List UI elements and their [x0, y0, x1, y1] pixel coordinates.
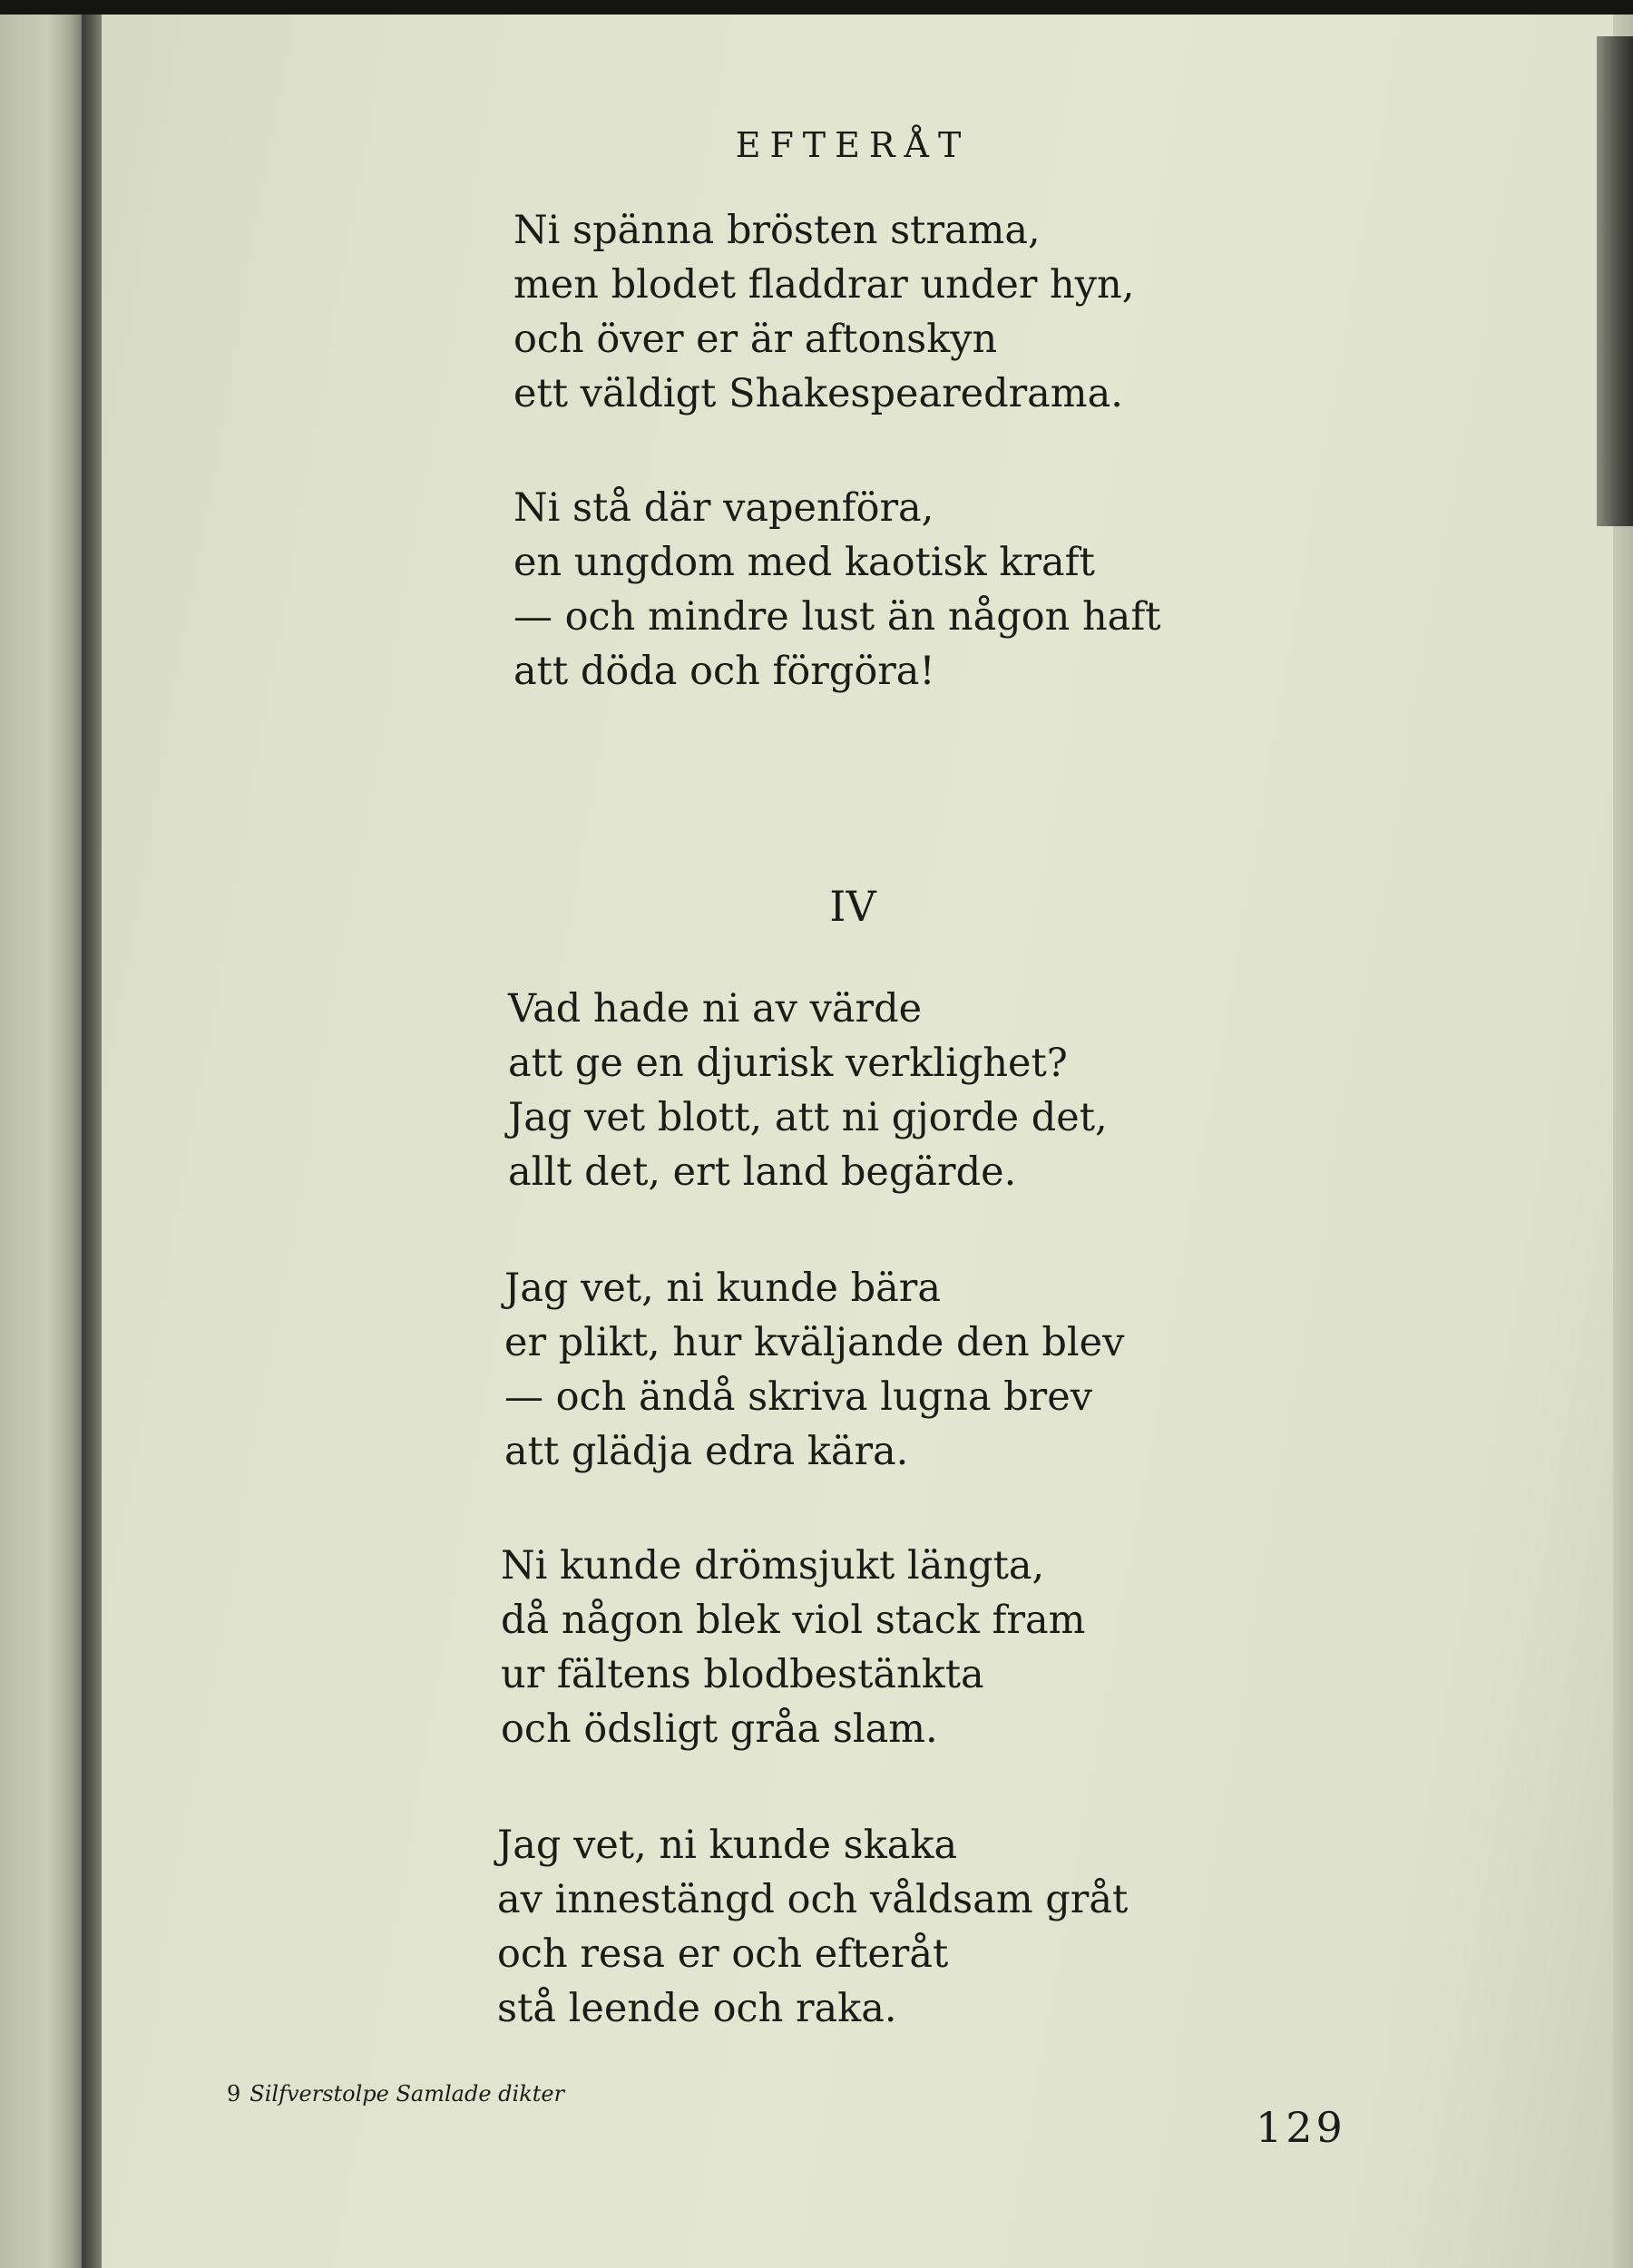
- right-edge-shadow: [1597, 36, 1633, 526]
- stanza-3: [508, 982, 1108, 1199]
- poem-line: och över er är aftonskyn: [513, 317, 998, 362]
- poem-line: att döda och förgöra!: [513, 649, 935, 694]
- stanza-4: [504, 1261, 1124, 1479]
- page-number: 129: [1256, 2103, 1346, 2152]
- poem-line: och ödsligt gråa slam.: [501, 1706, 938, 1752]
- poem-line: stå leende och raka.: [497, 1986, 897, 2031]
- stanza-6: [497, 1818, 1128, 2036]
- stanza-1: [513, 203, 1134, 421]
- poem-line: en ungdom med kaotisk kraft: [513, 540, 1095, 585]
- poem-line: ett väldigt Shakespearedrama.: [513, 371, 1123, 416]
- poem-line: ur fältens blodbestänkta: [501, 1652, 984, 1697]
- poem-line: Ni stå där vapenföra,: [513, 485, 934, 531]
- poem-line: — och mindre lust än någon haft: [513, 594, 1161, 640]
- section-numeral: IV: [829, 882, 876, 931]
- stanza-5: [501, 1539, 1085, 1756]
- poem-line: Ni spänna brösten strama,: [513, 208, 1041, 253]
- signature-number: 9: [227, 2081, 241, 2107]
- poem-line: Jag vet, ni kunde bära: [504, 1266, 941, 1311]
- printer-signature: [227, 2081, 564, 2107]
- poem-line: av innestängd och våldsam gråt: [497, 1877, 1129, 1922]
- poem-line: Jag vet, ni kunde skaka: [497, 1823, 958, 1868]
- poem-line: att ge en djurisk verklighet?: [508, 1041, 1068, 1086]
- top-edge: [0, 0, 1633, 15]
- facing-page-edge: [0, 0, 87, 2268]
- poem-line: allt det, ert land begärde.: [508, 1149, 1017, 1195]
- poem-line: men blodet fladdrar under hyn,: [513, 262, 1135, 308]
- poem-line: Ni kunde drömsjukt längta,: [501, 1543, 1045, 1589]
- poem-line: Vad hade ni av värde: [508, 986, 923, 1031]
- signature-text: Silfverstolpe Samlade dikter: [249, 2081, 565, 2107]
- poem-line: att glädja edra kära.: [504, 1429, 909, 1474]
- poem-line: och resa er och efteråt: [497, 1931, 949, 1977]
- poem-line: Jag vet blott, att ni gjorde det,: [508, 1095, 1108, 1140]
- poem-line: er plikt, hur kväljande den blev: [504, 1320, 1125, 1365]
- poem-line: — och ändå skriva lugna brev: [504, 1374, 1092, 1420]
- poem-title: EFTERÅT: [735, 125, 971, 165]
- stanza-2: [513, 481, 1161, 699]
- poem-line: då någon blek viol stack fram: [501, 1598, 1086, 1643]
